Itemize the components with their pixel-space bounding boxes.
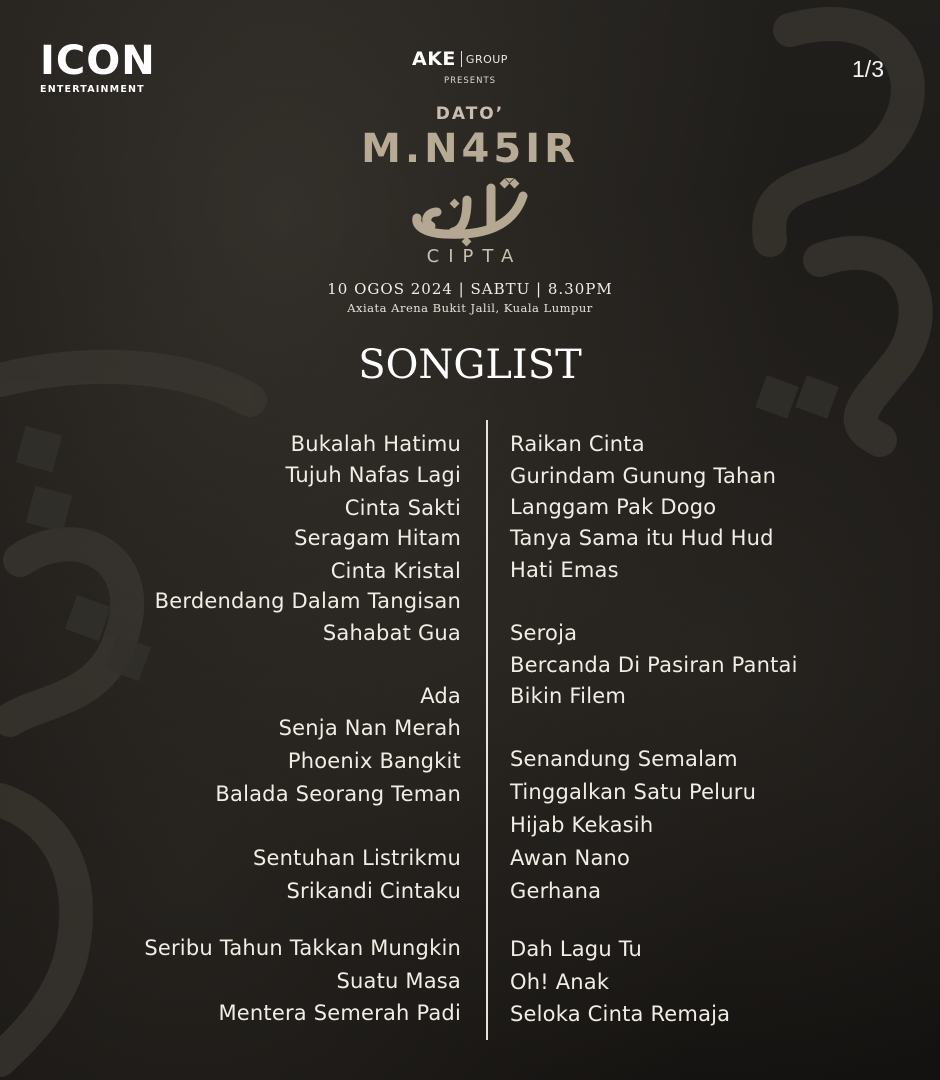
ake-logo-wordmark: AKE — [412, 48, 456, 70]
page-counter: 1/3 — [852, 56, 884, 82]
song-item: Seroja — [510, 621, 578, 645]
song-item: Phoenix Bangkit — [287, 749, 461, 773]
song-item: Srikandi Cintaku — [286, 879, 461, 903]
artist-honorific: DATO’ — [435, 104, 505, 124]
icon-entertainment-logo — [40, 38, 156, 95]
song-item: Sahabat Gua — [322, 621, 461, 645]
song-item: Ada — [420, 684, 461, 708]
song-item: Seloka Cinta Remaja — [510, 1002, 731, 1026]
song-item: Cinta Kristal — [330, 559, 461, 583]
song-item: Gerhana — [510, 879, 602, 903]
song-item: Tanya Sama itu Hud Hud — [510, 526, 774, 550]
song-item: Suatu Masa — [336, 969, 461, 993]
song-item: Tinggalkan Satu Peluru — [510, 780, 757, 804]
song-item: Sentuhan Listrikmu — [253, 846, 461, 870]
ake-logo-group: GROUP — [465, 52, 508, 66]
song-item: Cinta Sakti — [344, 496, 461, 520]
icon-logo-subtitle: ENTERTAINMENT — [40, 84, 145, 95]
column-divider — [486, 420, 488, 1040]
song-item: Bercanda Di Pasiran Pantai — [510, 653, 798, 677]
song-item: Bikin Filem — [510, 684, 627, 708]
song-item: Seribu Tahun Takkan Mungkin — [144, 936, 461, 960]
songlist-title: SONGLIST — [358, 342, 582, 388]
song-item: Tujuh Nafas Lagi — [285, 463, 461, 487]
song-item: Raikan Cinta — [510, 432, 645, 456]
song-item: Oh! Anak — [510, 970, 610, 994]
song-item: Bukalah Hatimu — [290, 432, 461, 456]
song-item: Hijab Kekasih — [510, 813, 654, 837]
event-date: 10 OGOS 2024 | SABTU | 8.30PM — [327, 280, 613, 298]
song-item: Senja Nan Merah — [278, 716, 461, 740]
song-item: Gurindam Gunung Tahan — [510, 464, 777, 488]
song-item: Balada Seorang Teman — [215, 782, 461, 806]
presents-label: PRESENTS — [443, 76, 497, 86]
event-venue: Axiata Arena Bukit Jalil, Kuala Lumpur — [347, 301, 593, 315]
song-item: Awan Nano — [510, 846, 631, 870]
song-item: Senandung Semalam — [510, 747, 738, 771]
song-item: Seragam Hitam — [294, 526, 461, 550]
ake-group-logo — [412, 48, 508, 70]
song-item: Berdendang Dalam Tangisan — [154, 589, 461, 613]
artist-name: M.N45IR — [361, 126, 579, 172]
song-item: Dah Lagu Tu — [510, 937, 643, 961]
ake-logo-divider — [461, 51, 462, 67]
song-item: Hati Emas — [510, 558, 619, 582]
song-item: Mentera Semerah Padi — [218, 1001, 461, 1025]
song-item: Langgam Pak Dogo — [510, 495, 717, 519]
jawi-title-logo — [405, 178, 535, 248]
event-title: CIPTA — [426, 246, 523, 267]
icon-logo-wordmark: ICON — [40, 38, 156, 84]
